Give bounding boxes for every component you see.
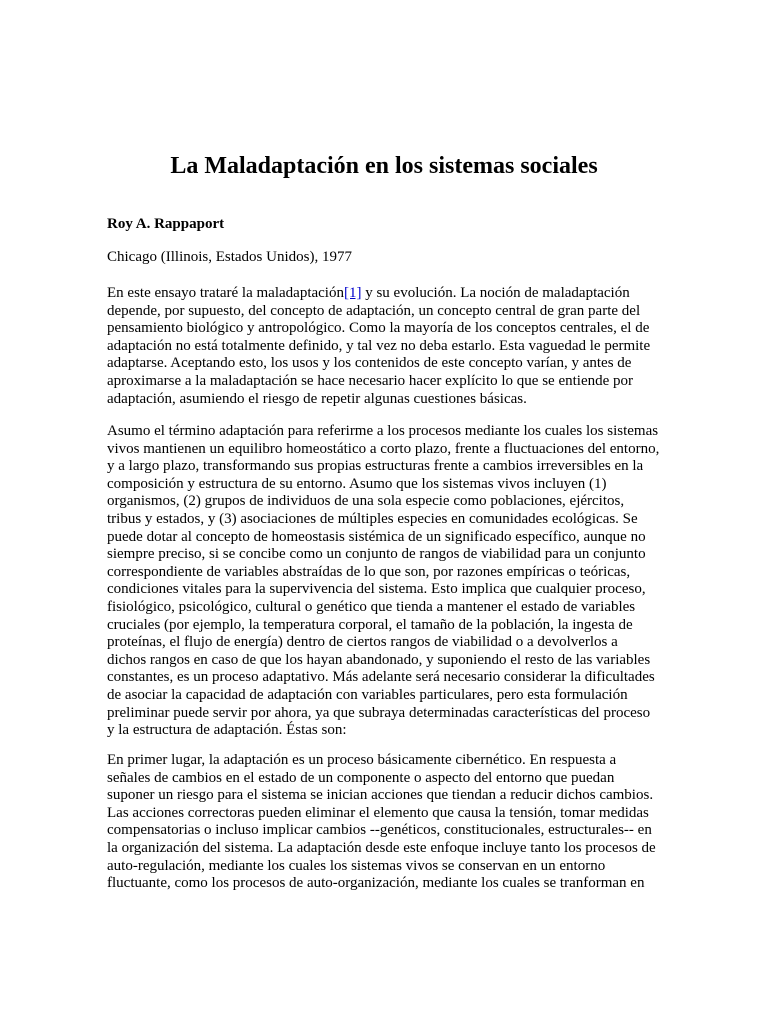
paragraph-1: [107, 285, 663, 408]
paragraph-line: En primer lugar, la adaptación es un proceso básicamente cibernético. En respuesta a: [107, 752, 617, 768]
paragraph-line: organismos, (2) grupos de individuos de una sola especie como poblaciones, ejércitos,: [107, 493, 625, 510]
paragraph-line: señales de cambios en el estado de un componente o aspecto del entorno que puedan: [107, 769, 615, 786]
paragraph-line: Las acciones correctoras pueden eliminar el elemento que causa la tensión, tomar medidas: [107, 804, 649, 821]
paragraph-3: [107, 752, 663, 893]
paragraph-line: suponer un riesgo para el sistema se inician acciones que tiendan a reducir dichos cambios.: [107, 787, 654, 804]
paragraph-line: pensamiento biológico y antropológico. Como la mayoría de los conceptos centrales, el de: [107, 320, 650, 337]
paragraph-line: adaptación, asumiendo el riesgo de repetir algunas cuestiones básicas.: [107, 390, 527, 407]
paragraph-line: y la estructura de adaptación. Éstas son:: [107, 722, 347, 739]
paragraph-line: compensatorias o incluso implicar cambios --genéticos, constitucionales, estructurales-- en: [107, 822, 652, 839]
paragraph-line: dichos rangos en caso de que los hayan abandonado, y suponiendo el resto de las variables: [107, 651, 651, 668]
paragraph-line: Asumo el término adaptación para referirme a los procesos mediante los cuales los sistemas: [107, 423, 659, 439]
paragraph-line: puede dotar al concepto de homeostasis sistémica de un significado específico, aunque no: [107, 528, 646, 545]
paragraph-line: adaptarse. Aceptando esto, los usos y los contenidos de este concepto varían, y antes de: [107, 355, 632, 372]
line-text: y su evolución. La noción de maladaptación: [361, 285, 630, 301]
paragraph-2: [107, 423, 663, 740]
paragraph-line: depende, por supuesto, del concepto de adaptación, un concepto central de gran parte del: [107, 302, 641, 319]
footnote-link[interactable]: [1]: [343, 285, 362, 301]
paragraph-line: fisiológico, psicológico, cultural o genético que tienda a mantener el estado de variables: [107, 598, 636, 615]
paragraph-line: vivos mantienen un equilibro homeostático a corto plazo, frente a fluctuaciones del entorno,: [107, 440, 660, 457]
author-name: Roy A. Rappaport: [107, 216, 225, 232]
paragraph-line: correspondiente de variables abstraídas de lo que son, por razones empíricas o teóricas,: [107, 563, 631, 580]
paragraph-line: fluctuante, como los procesos de auto-organización, mediante los cuales se tranforman en: [107, 875, 645, 892]
document-title: La Maladaptación en los sistemas sociales: [170, 153, 598, 179]
paragraph-line: composición y estructura de su entorno. Asumo que los sistemas vivos incluyen (1): [107, 475, 607, 492]
paragraph-line: la organización del sistema. La adaptación desde este enfoque incluye tanto los procesos de: [107, 839, 656, 856]
paragraph-line: auto-regulación, mediante los cuales los sistemas vivos se conservan en un entorno: [107, 857, 606, 874]
paragraph-line: y a largo plazo, transformando sus propias estructuras frente a cambios irreversibles en la: [107, 458, 644, 475]
paragraph-line: tribus y estados, y (3) asociaciones de múltiples especies en comunidades ecológicas. Se: [107, 510, 638, 527]
paragraph-line: aproximarse a la maladaptación se hace necesario hacer explícito lo que se entiende por: [107, 372, 634, 389]
paragraph-line: proteínas, el flujo de energía) dentro de ciertos rangos de viabilidad o a devolverlos a: [107, 634, 618, 651]
line-text: En este ensayo trataré la maladaptación: [107, 285, 344, 301]
paragraph-line: condiciones vitales para la supervivencia del sistema. Esto implica que cualquier proceso,: [107, 581, 646, 598]
paragraph-line: [107, 285, 663, 303]
paragraph-line: preliminar puede servir por ahora, ya que subraya determinadas características del proceso: [107, 704, 651, 721]
paragraph-line: siempre preciso, si se concibe como un conjunto de rangos de viabilidad para un conjunto: [107, 546, 646, 563]
paragraph-line: adaptación no está totalmente definido, y tal vez no deba estarlo. Esta vaguedad le permite: [107, 337, 651, 354]
paragraph-line: cruciales (por ejemplo, la temperatura corporal, el tamaño de la población, la ingesta de: [107, 616, 633, 633]
paragraph-line: de asociar la capacidad de adaptación con variables particulares, pero esta formulación: [107, 686, 628, 703]
paragraph-line: constantes, es un proceso adaptativo. Más adelante será necesario considerar la dificultades: [107, 669, 655, 686]
place-date: Chicago (Illinois, Estados Unidos), 1977: [107, 249, 352, 265]
